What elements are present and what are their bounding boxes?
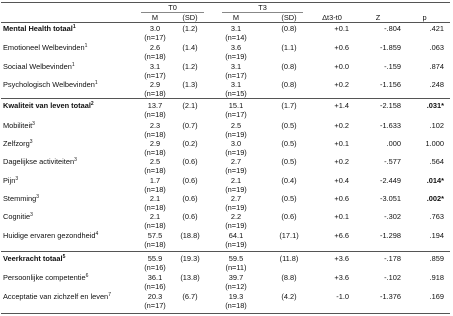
delta-value: -1.0 (336, 292, 349, 301)
row-label (3, 101, 94, 110)
n-t3: (n=19) (225, 221, 247, 230)
p-value: .031* (426, 101, 444, 110)
n-t3: (n=18) (225, 301, 247, 310)
delta-value: +1.4 (334, 101, 349, 110)
z-value: -3.051 (380, 194, 401, 203)
sd-t3: (17.1) (279, 231, 299, 240)
footnote-marker: 3 (74, 157, 77, 163)
header-p: p (422, 13, 427, 22)
footnote-marker: 5 (62, 254, 66, 260)
z-value: -2.158 (380, 101, 401, 110)
footnote-marker: 6 (85, 273, 89, 279)
z-value: -2.449 (380, 176, 401, 185)
p-value: .859 (429, 254, 444, 263)
n-t0: (n=17) (144, 71, 166, 80)
delta-value: +0.2 (334, 121, 349, 130)
mean-t0: 2.5 (149, 157, 161, 166)
row-label-text: Mental Health totaal (3, 24, 73, 33)
header-delta: Δt3-t0 (322, 13, 342, 22)
mean-t0: 57.5 (147, 231, 163, 240)
n-t0: (n=16) (144, 263, 166, 272)
mean-t0: 20.3 (147, 292, 163, 301)
z-value: -.102 (384, 273, 401, 282)
sd-t0: (0.6) (182, 157, 198, 166)
p-value: .421 (429, 24, 444, 33)
n-t3: (n=17) (225, 71, 247, 80)
sd-t3: (1.1) (281, 43, 297, 52)
sd-t3: (1.7) (281, 101, 297, 110)
n-t3: (n=12) (225, 282, 247, 291)
mean-t0: 3.1 (149, 62, 161, 71)
sd-t3: (0.6) (281, 212, 297, 221)
sd-t0: (1.4) (182, 43, 198, 52)
footnote-marker: 1 (72, 24, 76, 30)
header-t3: T3 (258, 3, 267, 12)
sd-t0: (0.6) (182, 194, 198, 203)
n-t3: (n=19) (225, 185, 247, 194)
row-label (3, 194, 39, 203)
mean-t0: 2.1 (149, 194, 161, 203)
row-label-text: Dagelijkse activiteiten (3, 157, 75, 166)
row-label (3, 273, 88, 282)
z-value: -1.156 (380, 80, 401, 89)
row-label-text: Psychologisch Welbevinden (3, 80, 95, 89)
delta-value: +0.6 (334, 43, 349, 52)
p-value: .014* (426, 176, 444, 185)
section-rule-quality-of-life (1, 98, 450, 99)
mean-t0: 2.1 (149, 212, 161, 221)
row-label-text: Kwaliteit van leven totaal (3, 101, 91, 110)
mean-t3: 2.2 (230, 212, 242, 221)
row-label-text: Huidige ervaren gezondheid (3, 231, 96, 240)
mean-t3: 3.1 (230, 62, 242, 71)
z-value: -.302 (384, 212, 401, 221)
sd-t3: (0.8) (281, 24, 297, 33)
n-t0: (n=18) (144, 203, 166, 212)
sd-t0: (0.7) (182, 121, 198, 130)
n-t3: (n=17) (225, 110, 247, 119)
z-value: -1.298 (380, 231, 401, 240)
mean-t3: 3.0 (230, 139, 242, 148)
n-t0: (n=18) (144, 148, 166, 157)
n-t3: (n=19) (225, 166, 247, 175)
mean-t0: 36.1 (147, 273, 163, 282)
delta-value: +0.1 (334, 139, 349, 148)
mean-t0: 2.9 (149, 80, 161, 89)
row-label (3, 62, 75, 71)
row-label (3, 292, 113, 301)
n-t0: (n=18) (144, 240, 166, 249)
p-value: .194 (429, 231, 444, 240)
sd-t3: (0.8) (281, 80, 297, 89)
sd-t3: (11.8) (279, 254, 299, 263)
n-t3: (n=19) (225, 148, 247, 157)
sd-t0: (18.8) (180, 231, 200, 240)
footnote-marker: 1 (94, 80, 98, 86)
n-t0: (n=18) (144, 221, 166, 230)
z-value: -.804 (384, 24, 401, 33)
footnote-marker: 1 (84, 43, 88, 49)
n-t0: (n=18) (144, 185, 166, 194)
n-t0: (n=18) (144, 52, 166, 61)
sd-t3: (0.8) (281, 62, 297, 71)
row-label-text: Stemming (3, 194, 37, 203)
row-label (3, 43, 87, 52)
delta-value: +0.6 (334, 194, 349, 203)
row-label-text: Pijn (3, 176, 16, 185)
footnote-marker: 3 (15, 176, 19, 182)
footnote-marker: 1 (71, 62, 75, 68)
mean-t0: 55.9 (147, 254, 163, 263)
n-t0: (n=17) (144, 33, 166, 42)
sd-t3: (0.5) (281, 194, 297, 203)
mean-t0: 2.6 (149, 43, 161, 52)
sd-t0: (2.1) (182, 101, 198, 110)
delta-value: +3.6 (334, 273, 349, 282)
mean-t3: 64.1 (228, 231, 244, 240)
delta-value: +0.1 (334, 212, 349, 221)
mean-t3: 3.1 (230, 80, 242, 89)
p-value: 1.000 (425, 139, 444, 148)
mean-t3: 19.3 (228, 292, 244, 301)
sd-t0: (1.2) (182, 24, 198, 33)
row-label (3, 254, 65, 263)
n-t0: (n=18) (144, 130, 166, 139)
sd-t0: (13.8) (180, 273, 200, 282)
z-value: -1.859 (380, 43, 401, 52)
p-value: .002* (426, 194, 444, 203)
table-bottom-rule (1, 313, 450, 314)
mean-t3: 2.7 (230, 157, 242, 166)
mean-t3: 2.5 (230, 121, 242, 130)
row-label (3, 157, 77, 166)
n-t3: (n=11) (225, 263, 247, 272)
footnote-marker: 3 (36, 194, 40, 200)
mean-t3: 2.7 (230, 194, 242, 203)
row-label (3, 212, 33, 221)
mean-t3: 3.1 (230, 24, 242, 33)
header-mean-t0: M (151, 13, 159, 22)
header-bottom-rule (1, 22, 450, 23)
sd-t0: (6.7) (182, 292, 198, 301)
delta-value: +0.2 (334, 157, 349, 166)
footnote-marker: 2 (90, 101, 94, 107)
sd-t3: (8.8) (281, 273, 297, 282)
n-t3: (n=19) (225, 130, 247, 139)
row-label-text: Persoonlijke competentie (3, 273, 86, 282)
delta-value: +0.0 (334, 62, 349, 71)
row-label (3, 80, 98, 89)
sd-t0: (0.6) (182, 212, 198, 221)
n-t3: (n=15) (225, 89, 247, 98)
n-t3: (n=19) (225, 240, 247, 249)
delta-value: +6.6 (334, 231, 349, 240)
n-t3: (n=14) (225, 33, 247, 42)
n-t0: (n=16) (144, 282, 166, 291)
mean-t0: 13.7 (147, 101, 163, 110)
mean-t0: 2.9 (149, 139, 161, 148)
header-z: Z (375, 13, 381, 22)
sd-t3: (0.5) (281, 139, 297, 148)
mean-t3: 2.1 (230, 176, 242, 185)
n-t0: (n=18) (144, 166, 166, 175)
n-t0: (n=17) (144, 301, 166, 310)
sd-t0: (1.2) (182, 62, 198, 71)
footnote-marker: 3 (29, 139, 33, 145)
z-value: -.577 (384, 157, 401, 166)
row-label-text: Zelfzorg (3, 139, 30, 148)
row-label (3, 139, 32, 148)
mean-t3: 15.1 (228, 101, 244, 110)
section-rule-resilience (1, 251, 450, 252)
p-value: .874 (429, 62, 444, 71)
sd-t3: (0.5) (281, 121, 297, 130)
sd-t3: (0.4) (281, 176, 297, 185)
sd-t0: (0.6) (182, 176, 198, 185)
mean-t0: 3.0 (149, 24, 161, 33)
p-value: .564 (429, 157, 444, 166)
row-label (3, 24, 76, 33)
row-label (3, 121, 35, 130)
n-t3: (n=19) (225, 52, 247, 61)
row-label-text: Emotioneel Welbevinden (3, 43, 85, 52)
p-value: .763 (429, 212, 444, 221)
header-sd-t3: (SD) (281, 13, 297, 22)
header-t0: T0 (168, 3, 177, 12)
row-label (3, 231, 98, 240)
footnote-marker: 4 (95, 231, 99, 237)
n-t3: (n=19) (225, 203, 247, 212)
footnote-marker: 7 (108, 292, 111, 298)
mean-t3: 3.6 (230, 43, 242, 52)
delta-value: +0.2 (334, 80, 349, 89)
p-value: .063 (429, 43, 444, 52)
z-value: -1.376 (380, 292, 401, 301)
sd-t3: (0.5) (281, 157, 297, 166)
n-t0: (n=18) (144, 110, 166, 119)
row-label-text: Cognitie (3, 212, 31, 221)
header-sd-t0: (SD) (182, 13, 198, 22)
row-label-text: Sociaal Welbevinden (3, 62, 72, 71)
sd-t0: (1.3) (182, 80, 198, 89)
p-value: .918 (429, 273, 444, 282)
sd-t0: (19.3) (180, 254, 200, 263)
row-label-text: Acceptatie van zichzelf en leven (3, 292, 109, 301)
row-label (3, 176, 18, 185)
delta-value: +0.4 (334, 176, 349, 185)
mean-t0: 2.3 (149, 121, 161, 130)
z-value: -.159 (384, 62, 401, 71)
mean-t3: 59.5 (228, 254, 244, 263)
row-label-text: Mobiliteit (3, 121, 33, 130)
sd-t3: (4.2) (281, 292, 297, 301)
delta-value: +0.1 (334, 24, 349, 33)
z-value: -.178 (384, 254, 401, 263)
row-label-text: Veerkracht totaal (3, 254, 63, 263)
mean-t3: 39.7 (228, 273, 244, 282)
z-value: .000 (386, 139, 401, 148)
n-t0: (n=18) (144, 89, 166, 98)
p-value: .248 (429, 80, 444, 89)
z-value: -1.633 (380, 121, 401, 130)
footnote-marker: 3 (30, 212, 33, 218)
mean-t0: 1.7 (149, 176, 161, 185)
sd-t0: (0.2) (182, 139, 198, 148)
p-value: .102 (429, 121, 444, 130)
p-value: .169 (429, 292, 444, 301)
header-mean-t3: M (232, 13, 240, 22)
delta-value: +3.6 (334, 254, 349, 263)
footnote-marker: 3 (32, 121, 35, 127)
